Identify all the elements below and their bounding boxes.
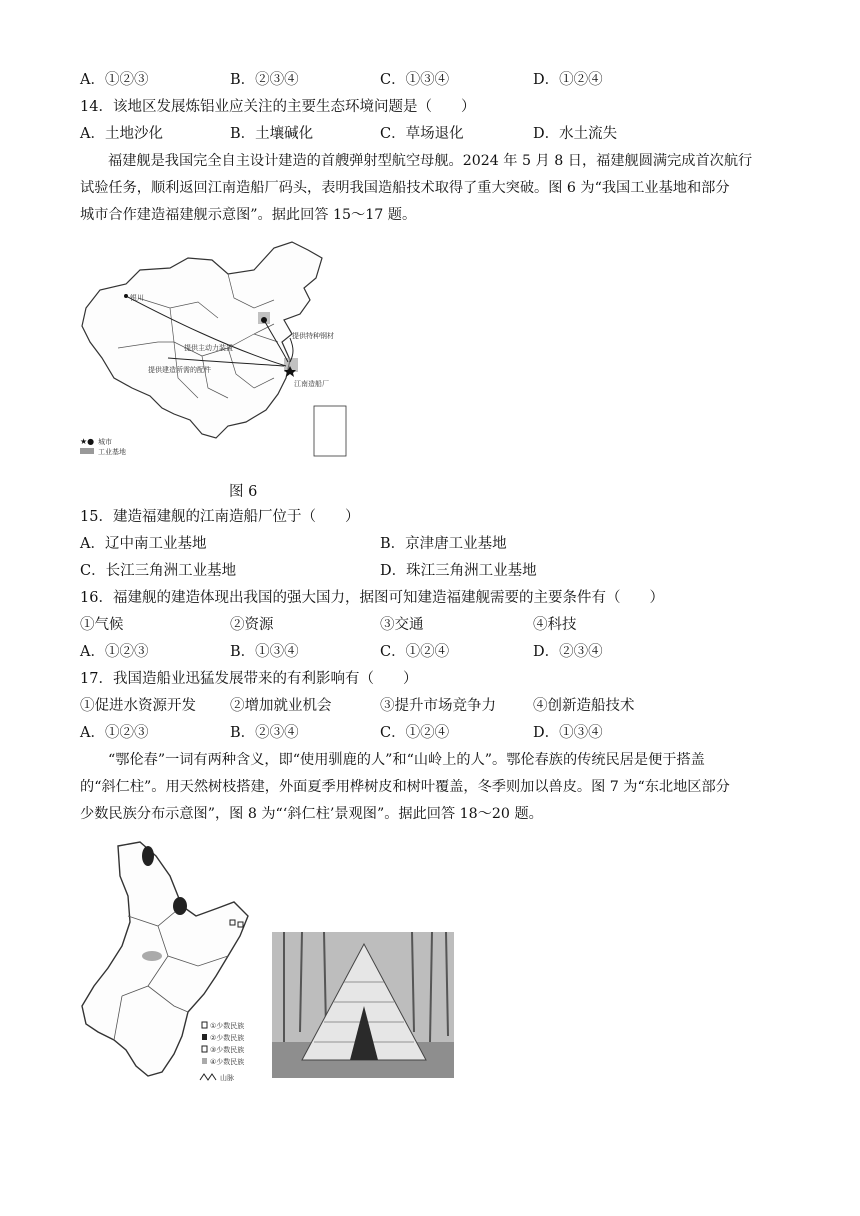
legend-item-1: ①少数民族 — [210, 1022, 245, 1030]
q16-item-3: ③交通 — [380, 617, 424, 633]
label-parts2: 提供建造所需的配件 — [148, 366, 211, 374]
q13-option-d: D．①②④ — [533, 72, 603, 88]
northeast-map-svg — [78, 836, 268, 1096]
q13-option-c: C．①③④ — [380, 72, 450, 88]
q14-option-a: A．土地沙化 — [80, 126, 163, 142]
passage2-line2: 的“斜仁柱”。用天然树枝搭建，外面夏季用桦树皮和树叶覆盖，冬季则加以兽皮。图 7 为“东北地区部分 — [80, 779, 730, 795]
figure7-map — [78, 836, 268, 1096]
q15-option-c: C．长江三角洲工业基地 — [80, 563, 237, 579]
label-city-nw: 银川 — [130, 294, 144, 302]
legend-city: 城市 — [98, 438, 112, 446]
q15-option-d: D．珠江三角洲工业基地 — [380, 563, 537, 579]
q13-option-b: B．②③④ — [230, 72, 299, 88]
legend-mountain-icon — [200, 1074, 216, 1080]
legend-icon-2 — [202, 1034, 207, 1040]
q17-option-d: D．①③④ — [533, 725, 603, 741]
q15-option-b: B．京津唐工业基地 — [380, 536, 507, 552]
figure6-map — [78, 238, 350, 460]
ethnic-area-1 — [142, 846, 154, 866]
q16-option-a: A．①②③ — [80, 644, 149, 660]
q16-option-d: D．②③④ — [533, 644, 603, 660]
passage2-line1: “鄂伦春”一词有两种含义，即“使用驯鹿的人”和“山岭上的人”。鄂伦春族的传统民居是便于搭盖 — [108, 752, 705, 768]
passage1-line2: 试验任务，顺利返回江南造船厂码头，表明我国造船技术取得了重大突破。图 6 为“我国工业基地和部分 — [80, 180, 730, 196]
xierenzhu-photo-svg — [272, 932, 454, 1078]
china-outline — [82, 242, 322, 438]
legend-item-2: ②少数民族 — [210, 1034, 245, 1042]
q16-option-b: B．①③④ — [230, 644, 299, 660]
legend-star-icon: ★● — [80, 437, 95, 446]
q15-option-a: A．辽中南工业基地 — [80, 536, 207, 552]
city-dot-north — [261, 317, 267, 323]
legend-icon-4 — [202, 1058, 207, 1064]
q14-stem: 14．该地区发展炼铝业应关注的主要生态环境问题是（ ） — [80, 99, 476, 115]
q16-item-2: ②资源 — [230, 617, 274, 633]
q17-item-4: ④创新造船技术 — [533, 698, 635, 714]
q14-option-b: B．土壤碱化 — [230, 126, 314, 142]
china-map-svg — [78, 238, 350, 460]
q17-option-b: B．②③④ — [230, 725, 299, 741]
q15-stem: 15．建造福建舰的江南造船厂位于（ ） — [80, 509, 360, 525]
q17-item-3: ③提升市场竞争力 — [380, 698, 496, 714]
south-china-sea-inset — [314, 406, 346, 456]
q14-option-c: C．草场退化 — [380, 126, 464, 142]
q16-option-c: C．①②④ — [380, 644, 450, 660]
figure7-legend — [200, 1021, 244, 1082]
ethnic-area-2 — [173, 897, 187, 915]
legend-icon-1 — [202, 1022, 207, 1028]
q13-option-a: A．①②③ — [80, 72, 149, 88]
legend-base: 工业基地 — [98, 448, 126, 456]
passage1-line3: 城市合作建造福建舰示意图”。据此回答 15～17 题。 — [80, 207, 417, 223]
passage1-line1: 福建舰是我国完全自主设计建造的首艘弹射型航空母舰。2024 年 5 月 8 日，福建舰圆满完成首次航行 — [108, 153, 753, 169]
label-parts1: 提供主动力装置 — [184, 344, 233, 352]
legend-item-5: 山脉 — [220, 1074, 234, 1082]
legend-icon-3 — [202, 1046, 207, 1052]
q17-option-c: C．①②④ — [380, 725, 450, 741]
q16-item-4: ④科技 — [533, 617, 577, 633]
label-steel: 提供特种钢材 — [292, 332, 334, 340]
q17-stem: 17．我国造船业迅猛发展带来的有利影响有（ ） — [80, 671, 418, 687]
q17-option-a: A．①②③ — [80, 725, 149, 741]
q16-stem: 16．福建舰的建造体现出我国的强大国力，据图可知建造福建舰需要的主要条件有（ ） — [80, 590, 664, 606]
figure6-caption: 图 6 — [229, 484, 258, 500]
q14-option-d: D．水土流失 — [533, 126, 618, 142]
q17-item-1: ①促进水资源开发 — [80, 698, 196, 714]
label-shipyard: 江南造船厂 — [294, 380, 329, 388]
ethnic-area-4 — [142, 951, 162, 961]
legend-item-4: ④少数民族 — [210, 1058, 245, 1066]
q17-item-2: ②增加就业机会 — [230, 698, 332, 714]
legend-item-3: ③少数民族 — [210, 1046, 245, 1054]
q16-item-1: ①气候 — [80, 617, 124, 633]
passage2-line3: 少数民族分布示意图”，图 8 为“‘斜仁柱’景观图”。据此回答 18～20 题。 — [80, 806, 543, 822]
city-dot-nw — [124, 294, 128, 298]
legend-base-swatch — [80, 448, 94, 454]
figure8-photo — [272, 932, 454, 1078]
